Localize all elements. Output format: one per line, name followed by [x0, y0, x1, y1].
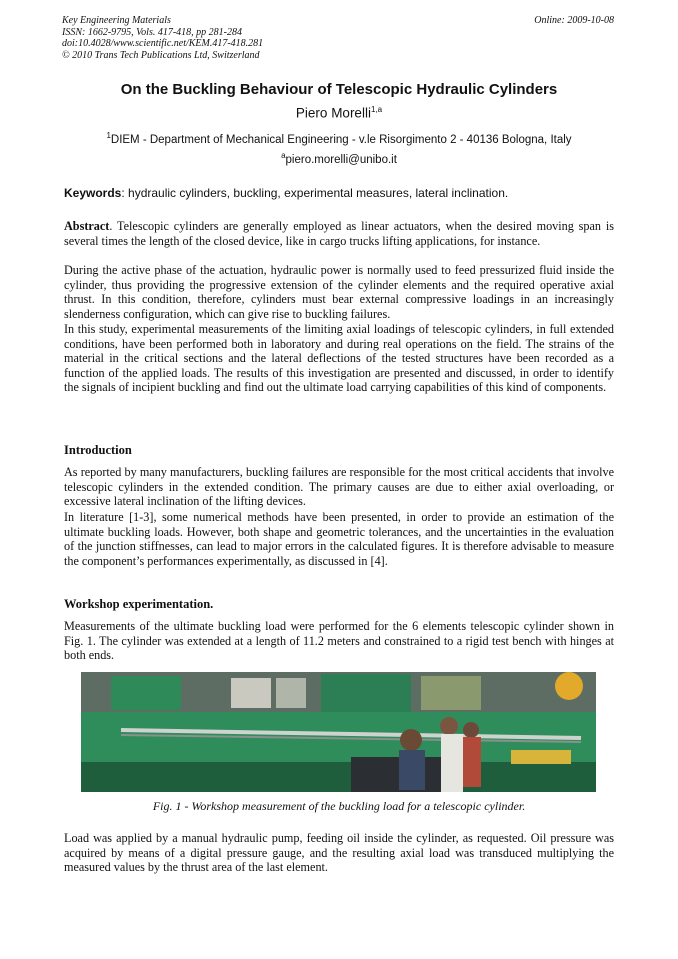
keywords — [64, 186, 614, 200]
introduction-p1: As reported by many manufacturers, buckling failures are responsible for the most critical accidents that involve telescopic cylinders in the extended condition. The primary causes are due to either axial overloading, or excessive lateral inclination of the lifting devices. — [64, 465, 614, 509]
abstract-p2: During the active phase of the actuation, hydraulic power is normally used to feed pressurized fluid inside the cylinder, thus providing the progressive extension of the cylinder elements and the required operative axial thrust. In this condition, therefore, cylinders must bear external compressive loadings in an increasingly slenderness configuration, which can give rise to buckling failures. — [64, 263, 614, 321]
workshop-p2: Load was applied by a manual hydraulic pump, feeding oil inside the cylinder, as requested. Oil pressure was acquired by means of a digital pressure gauge, and the resulting axial load was transduced multiplying the measured values by the thrust area of the last element. — [64, 831, 614, 875]
figure-1-caption: Fig. 1 - Workshop measurement of the buckling load for a telescopic cylinder. — [152, 799, 526, 813]
abstract-label: Abstract — [64, 219, 110, 233]
email-sup: a — [281, 151, 286, 160]
figure-1-photo — [81, 672, 596, 792]
doi-line[interactable]: doi:10.4028/www.scientific.net/KEM.417-418.281 — [62, 38, 264, 49]
affiliation — [0, 131, 678, 146]
affiliation-sup: 1 — [106, 131, 111, 140]
affiliation-text: DIEM - Department of Mechanical Engineering - v.le Risorgimento 2 - 40136 Bologna, Italy — [110, 133, 572, 146]
introduction-p2: In literature [1-3], some numerical methods have been presented, in order to provide an estimation of the ultimate buckling loads. However, both shape and geometric tolerances, and the uncertainties in the evaluation of the junction stiffnesses, can lead to major errors in the calculated figures. It is therefore advisable to measure the component’s performances experimentally, as discussed in [4]. — [64, 510, 614, 568]
issn-line: ISSN: 1662-9795, Vols. 417-418, pp 281-284 — [62, 26, 242, 38]
workshop-heading: Workshop experimentation. — [64, 597, 214, 611]
keywords-label: Keywords — [64, 186, 122, 200]
author-line — [0, 105, 678, 121]
abstract-p3: In this study, experimental measurements of the limiting axial loadings of telescopic cylinders, in full extended conditions, have been performed both in laboratory and during real operations on the field. The strains of the material in the critical sections and the lateral deflections of the tested structures have been recorded as a function of the applied loads. The results of this investigation are presented and discussed, in order to identify the signals of incipient buckling and find out the ultimate load carrying capabilities of this kind of components. — [64, 322, 614, 395]
abstract-p1: Abstract. Telescopic cylinders are generally employed as linear actuators, when the desired moving span is several times the length of the closed device, like in cargo trucks lifting applications, for instance. — [64, 219, 614, 248]
online-date: Online: 2009-10-08 — [534, 15, 614, 26]
email-address[interactable]: piero.morelli@unibo.it — [285, 153, 397, 166]
workshop-photo-illustration — [81, 672, 596, 792]
paper-title: On the Buckling Behaviour of Telescopic Hydraulic Cylinders — [120, 81, 558, 98]
journal-header — [62, 15, 263, 61]
copyright-line: © 2010 Trans Tech Publications Ltd, Switzerland — [62, 49, 260, 61]
author-sup: 1,a — [370, 105, 383, 114]
author-name: Piero Morelli — [295, 105, 371, 121]
introduction-heading: Introduction — [64, 443, 132, 457]
journal-name: Key Engineering Materials — [62, 15, 171, 26]
email-line — [0, 151, 678, 166]
keywords-text: : hydraulic cylinders, buckling, experimental measures, lateral inclination. — [121, 186, 509, 200]
workshop-p1: Measurements of the ultimate buckling load were performed for the 6 elements telescopic cylinder shown in Fig. 1. The cylinder was extended at a length of 11.2 meters and constrained to a rigid test bench with hinges at both ends. — [64, 619, 614, 663]
